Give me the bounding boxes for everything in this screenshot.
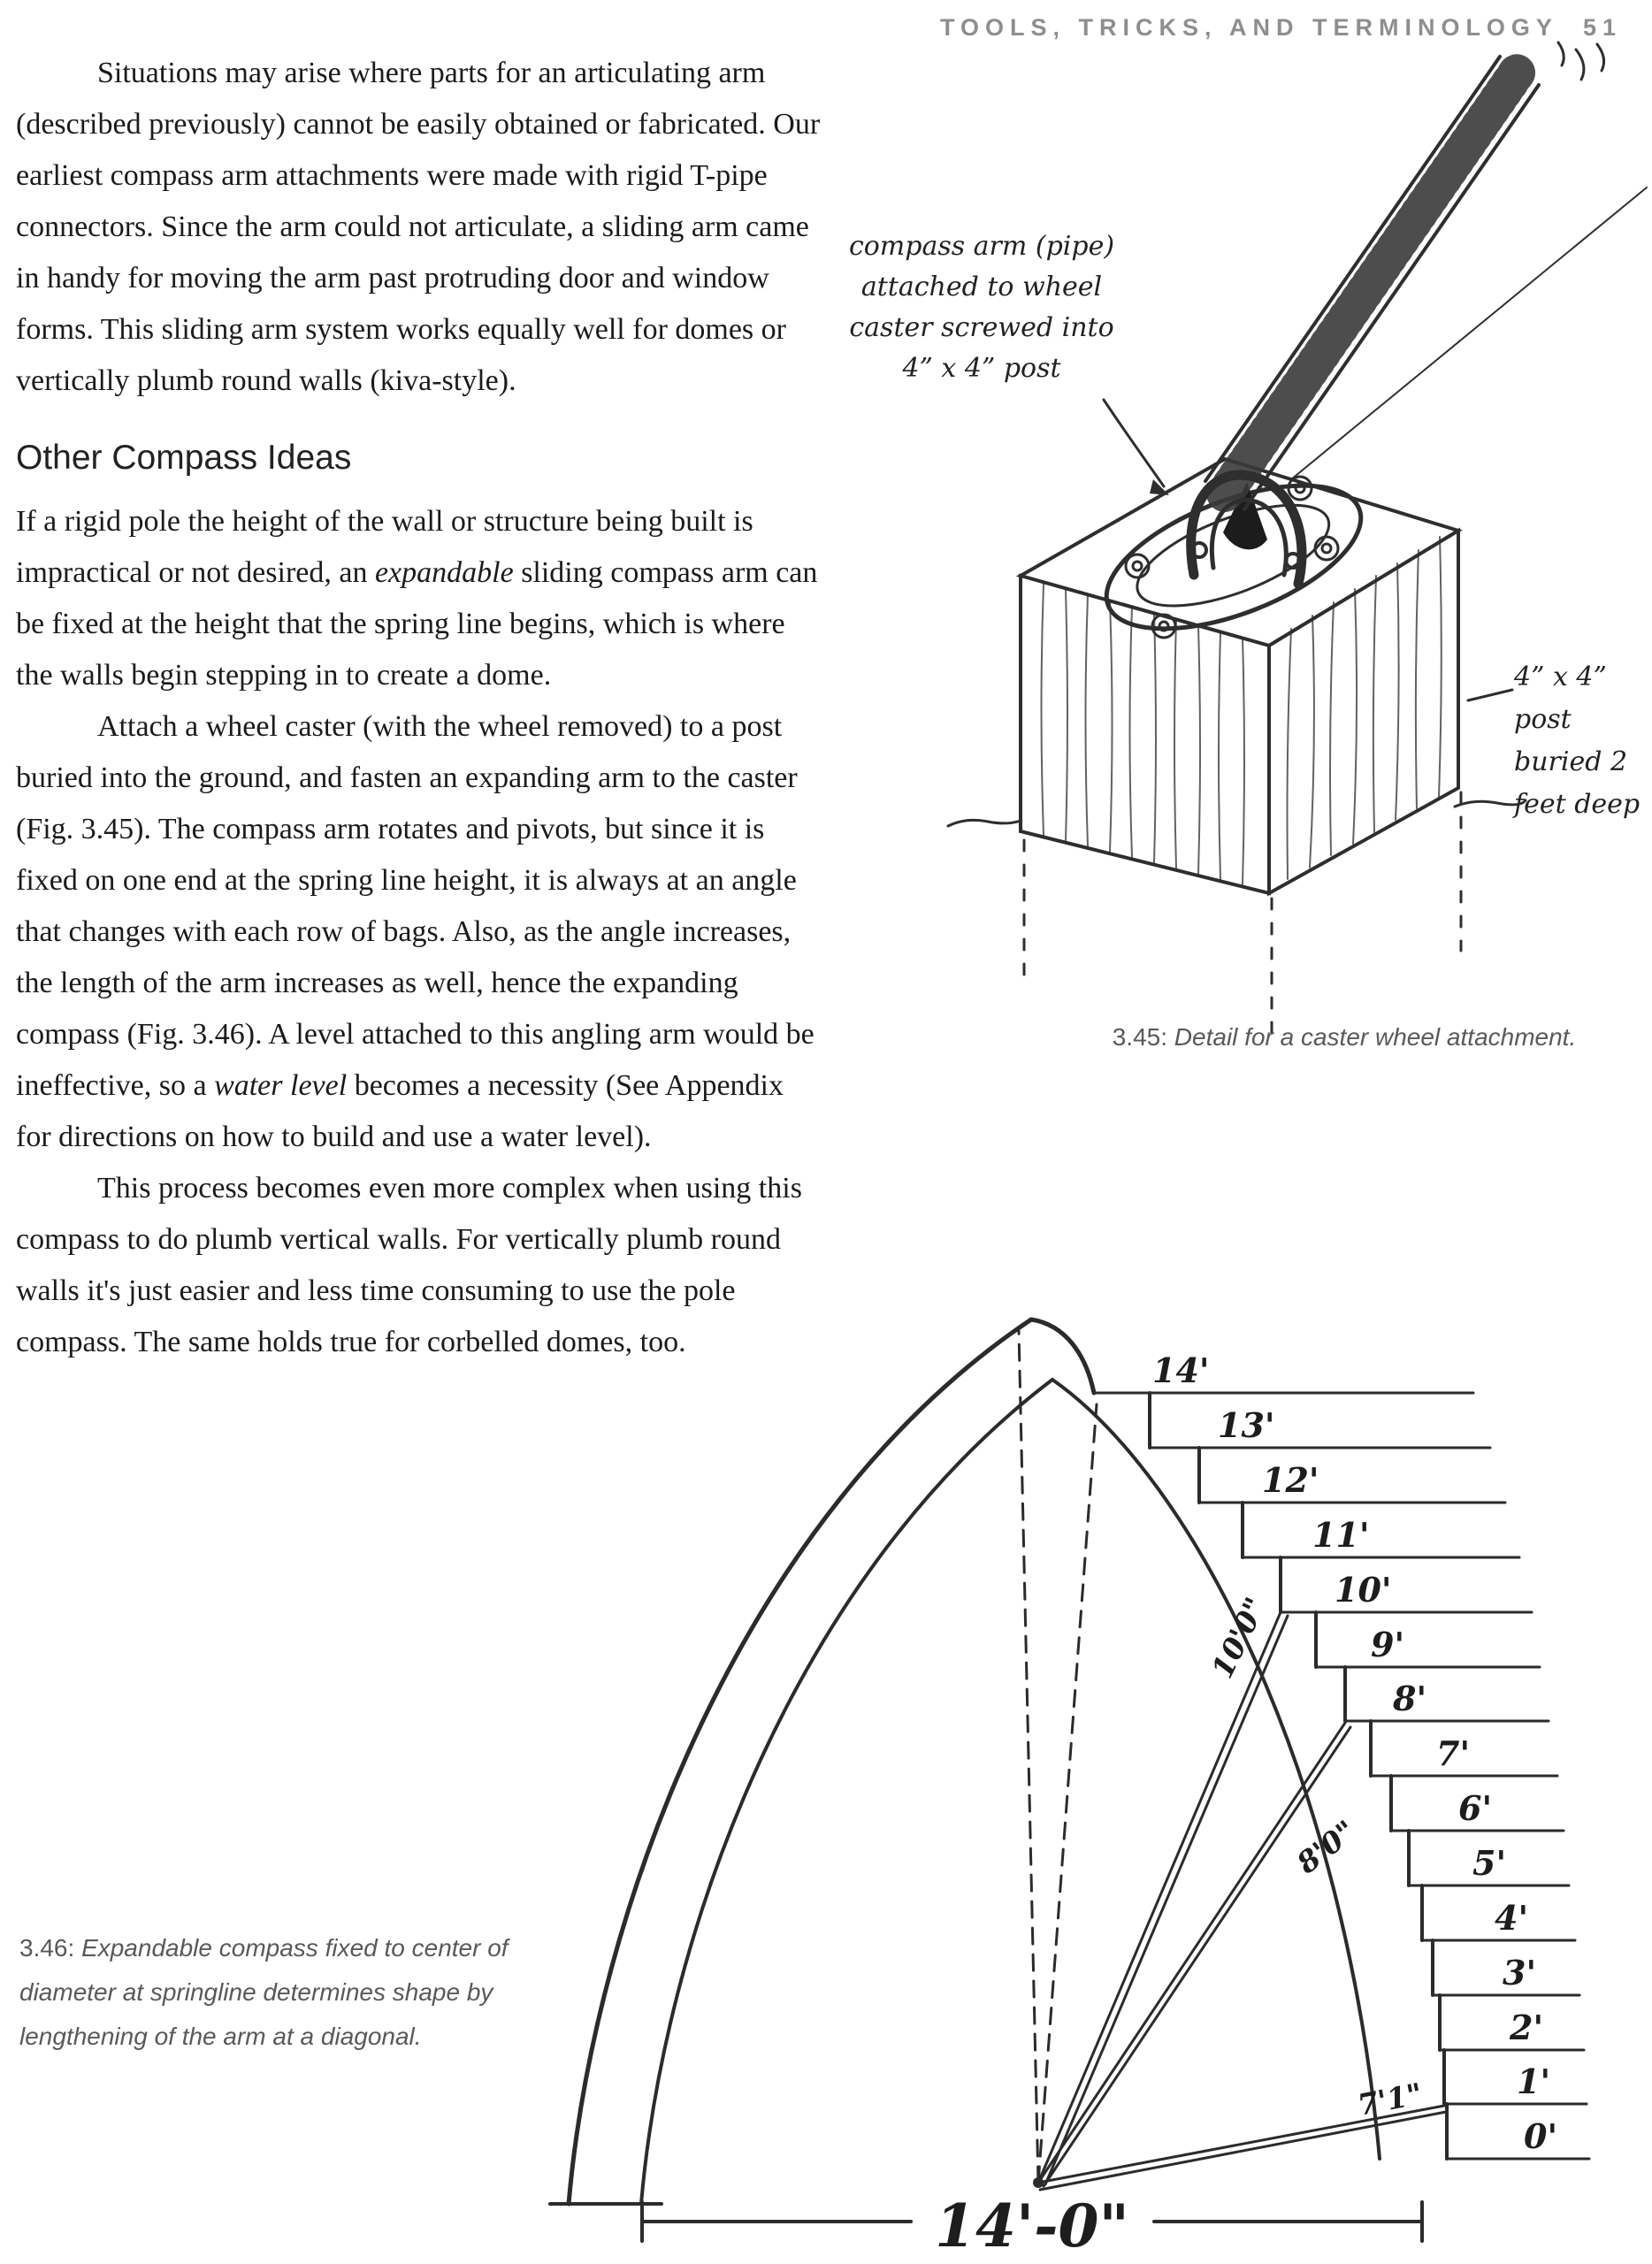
dashed-arm-position xyxy=(1019,1331,1038,2183)
figure-3-46-illustration xyxy=(531,1260,1652,2264)
caption-label: 3.45: xyxy=(1112,1023,1168,1051)
height-label: 1' xyxy=(1517,2061,1551,2101)
caster-detail-drawing xyxy=(948,42,1647,1059)
height-label: 5' xyxy=(1472,1843,1507,1883)
running-title: TOOLS, TRICKS, AND TERMINOLOGY xyxy=(939,14,1558,41)
sketch-marks xyxy=(1558,42,1604,80)
height-label: 2' xyxy=(1510,2008,1544,2047)
annotation-line: 4” x 4” xyxy=(1514,662,1607,692)
pipe-edge-right xyxy=(1244,85,1539,509)
compass-arm-pipe xyxy=(1205,57,1539,509)
figure-3-46-caption xyxy=(19,1926,515,2059)
height-label: 11' xyxy=(1312,1515,1370,1555)
section-heading: Other Compass Ideas xyxy=(16,439,352,477)
pipe-hatching xyxy=(1225,69,1519,493)
post-annotation-leader xyxy=(1468,690,1512,700)
height-label: 9' xyxy=(1371,1625,1405,1664)
text-column xyxy=(16,48,826,1368)
height-scale-labels xyxy=(1152,1350,1557,2156)
page-number: 51 xyxy=(1582,14,1622,41)
annotation-line: attached to wheel xyxy=(860,272,1103,302)
height-label: 0' xyxy=(1524,2116,1558,2156)
annotation-line: post xyxy=(1514,704,1572,735)
annotation-line: buried 2 xyxy=(1514,746,1628,777)
arm-length-label-10ft: 10'0" xyxy=(1205,1591,1273,1684)
expandable-compass-drawing xyxy=(550,1319,1589,2241)
pipe-edge-left xyxy=(1205,57,1500,481)
height-label: 6' xyxy=(1458,1788,1493,1828)
paragraph-3-text: Attach a wheel caster (with the wheel removed) to a post buried into the ground, and fasten an expanding arm to the caster (Fig. 3.45). The compass arm rotates and pivots, but since it is fixed on one end at the spring line height, it is always at an angle that changes with each row of bags. Also, as the angle increases, the length of the arm increases as well, hence the expanding compass (Fig. 3.46). A level attached to this angling arm would be ineffective, so a xyxy=(16,709,815,1102)
ground-line-right xyxy=(1455,800,1526,807)
ground-line-left xyxy=(948,819,1025,826)
compass-pivot xyxy=(1033,2177,1044,2188)
dome-peak-cap xyxy=(1031,1319,1094,1393)
base-dimension-label: 14'-0" xyxy=(935,2191,1129,2260)
paragraph-2-text-cont: sliding compass arm can be fixed at the height that the spring line begins, which is where the walls begin stepping in to create a dome. xyxy=(16,555,818,692)
arm-length-label-7ft: 7'1" xyxy=(1355,2076,1426,2122)
paragraph-3 xyxy=(16,701,826,1163)
annotation-line: feet deep xyxy=(1514,789,1641,820)
annotation-arrow xyxy=(1104,400,1164,486)
paragraph-2 xyxy=(16,496,826,701)
height-label: 4' xyxy=(1495,1898,1529,1938)
annotation-line: compass arm (pipe) xyxy=(848,231,1115,262)
height-label: 8' xyxy=(1393,1679,1427,1718)
paragraph-2-text: If a rigid pole the height of the wall or structure being built is impractical or not desired, an xyxy=(16,504,753,589)
paragraph-4: This process becomes even more complex when using this compass to do plumb vertical walls. For vertically plumb round walls it's just easier and less time consuming to use the pole compass. The same holds true for corbelled domes, too. xyxy=(16,1171,802,1358)
height-label: 10' xyxy=(1335,1570,1392,1610)
dome-inner-right-curve xyxy=(1052,1380,1380,2159)
dome-outer-curve xyxy=(569,1319,1031,2204)
annotation-line: caster screwed into xyxy=(849,312,1114,343)
caption-label: 3.46: xyxy=(19,1934,75,1962)
height-label: 7' xyxy=(1436,1733,1471,1773)
height-label: 12' xyxy=(1262,1460,1319,1500)
height-label: 14' xyxy=(1152,1350,1210,1390)
caption-text: Detail for a caster wheel attachment. xyxy=(1174,1023,1577,1051)
figure-3-45-illustration xyxy=(840,34,1652,1059)
paragraph-3-text-cont: becomes a necessity (See Appendix for directions on how to build and use a water level). xyxy=(16,1068,784,1153)
figure-3-45-caption xyxy=(1052,1015,1636,1059)
paragraph-3-emphasis: water level xyxy=(214,1068,348,1102)
dome-inner-curve xyxy=(641,1380,1052,2204)
annotation-line: 4” x 4” post xyxy=(902,353,1061,384)
caption-text: Expandable compass fixed to center of diameter at springline determines shape by lengthening of the arm at a diagonal. xyxy=(19,1934,509,2050)
height-label: 13' xyxy=(1218,1405,1275,1445)
paragraph-2-emphasis: expandable xyxy=(374,555,514,589)
paragraph-1: Situations may arise where parts for an articulating arm (described previously) cannot be easily obtained or fabricated. Our earliest compass arm attachments were made with rigid T-pipe connectors. Since the arm could not articulate, a sliding arm came in handy for moving the arm past protruding door and window forms. This sliding arm system works equally well for domes or vertically plumb round walls (kiva-style). xyxy=(16,57,821,397)
arm-length-label-8ft: 8'0" xyxy=(1289,1813,1363,1881)
height-label: 3' xyxy=(1503,1953,1537,1992)
